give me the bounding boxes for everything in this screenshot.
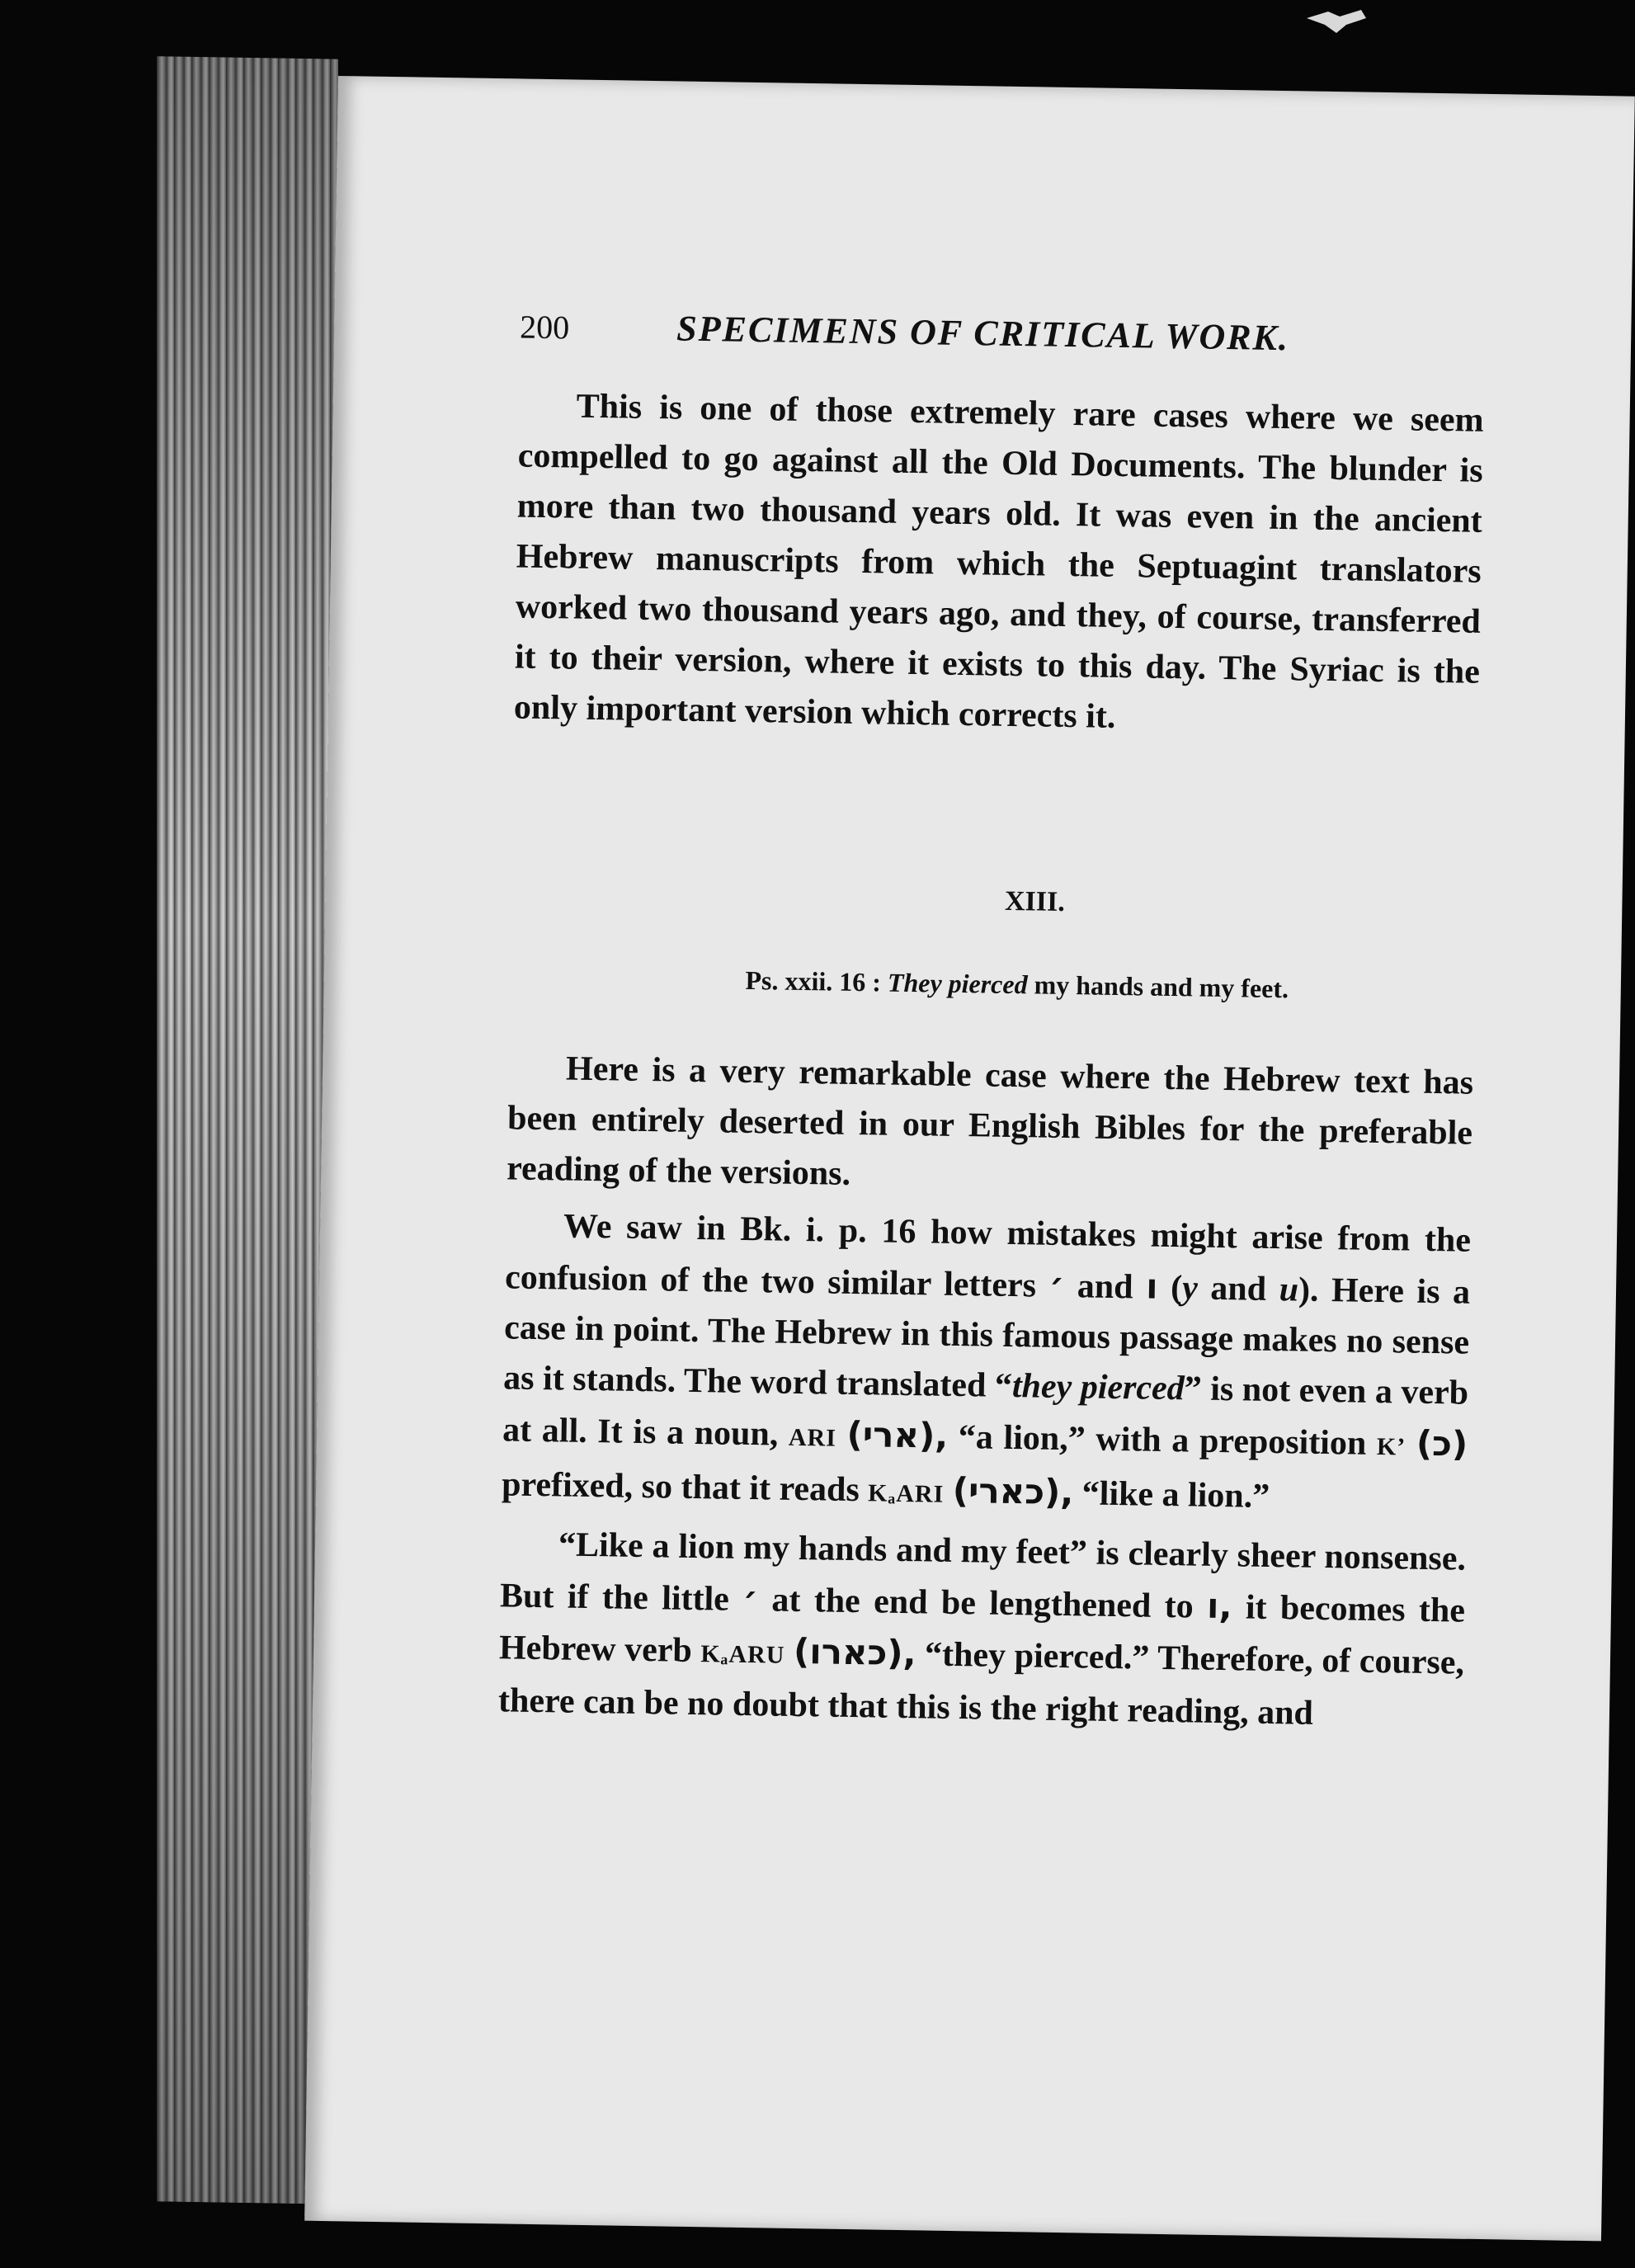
- verse-reference-italic: They pierced: [887, 967, 1028, 1000]
- text: “they pierced.” Therefore, of course, there can be no doubt that this is the right reading, and: [497, 1635, 1465, 1733]
- dust-speck: [1303, 7, 1369, 36]
- paragraph-lion-nonsense: [498, 1519, 1467, 1741]
- verse-reference-citation: Ps. xxii. 16 :: [745, 964, 882, 997]
- page-number: 200: [519, 308, 570, 347]
- text: (: [1170, 1269, 1183, 1308]
- paragraph-septuagint-blunder: This is one of those extremely rare cases where we seem compelled to go against all the Old Documents. The blunder is more than two thousand years old. It was even in the ancient Hebrew manuscripts from which the Septuagint translators worked two thousand years ago, and they, of course, transferred it to their version, where it exists to this day. The Syriac is the only important version which corrects it.: [513, 387, 1484, 736]
- running-head-title: SPECIMENS OF CRITICAL WORK.: [676, 308, 1290, 359]
- transliteration-kari: KₐARI: [867, 1479, 945, 1508]
- text: and: [1077, 1267, 1133, 1307]
- section-number: XIII.: [1004, 885, 1066, 917]
- running-head: [520, 302, 1486, 366]
- text: ). Here is a case in point. The Hebrew in this famous passage makes no sense as it stands. The word translated “: [502, 1271, 1471, 1406]
- text: it becomes the Hebrew verb: [498, 1588, 1466, 1670]
- text: at the end be lengthened to: [771, 1581, 1194, 1626]
- hebrew-vav: ו: [1145, 1266, 1158, 1307]
- paragraph-confusion-of-letters: [502, 1200, 1472, 1527]
- text: prefixed, so that it reads: [501, 1465, 860, 1510]
- transliteration-ari: ARI: [788, 1423, 837, 1452]
- text: “Like a lion my hands and my feet” is clearly sheer nonsense. But if the little: [499, 1525, 1467, 1619]
- page: [304, 76, 1635, 2241]
- text: and: [1210, 1269, 1267, 1308]
- text: We saw in Bk. i. p. 16 how mistakes might arise from the confusion of the two similar letters: [504, 1207, 1472, 1305]
- verse-reference-rest: my hands and my feet.: [1034, 969, 1289, 1004]
- transliteration-karu: KₐARU: [700, 1640, 785, 1669]
- paragraph-remarkable-case: Here is a very remarkable case where the Hebrew text has been entirely deserted in our English Bibles for the preferable reading of the versions.: [506, 1049, 1474, 1193]
- hebrew-kari: (כארי),: [952, 1469, 1074, 1513]
- text: “like a lion.”: [1081, 1474, 1270, 1516]
- text: ” is not even a verb at all. It is a noun,: [502, 1370, 1469, 1454]
- transliteration-k: K’: [1376, 1432, 1406, 1461]
- hebrew-yod: ׳: [742, 1577, 759, 1620]
- page-content: [498, 302, 1486, 1742]
- letter-u: u: [1279, 1271, 1299, 1309]
- hebrew-yod: ׳: [1048, 1264, 1065, 1306]
- verse-reference: [509, 955, 1475, 1011]
- hebrew-ari: (ארי),: [846, 1413, 949, 1456]
- text: “a lion,” with a preposition: [958, 1418, 1367, 1463]
- letter-y: y: [1181, 1269, 1199, 1308]
- hebrew-karu: (כארו),: [793, 1630, 916, 1674]
- hebrew-kaf: (כ): [1416, 1422, 1468, 1464]
- italic-they-pierced: they pierced: [1011, 1367, 1185, 1408]
- hebrew-vav: ו,: [1206, 1585, 1232, 1627]
